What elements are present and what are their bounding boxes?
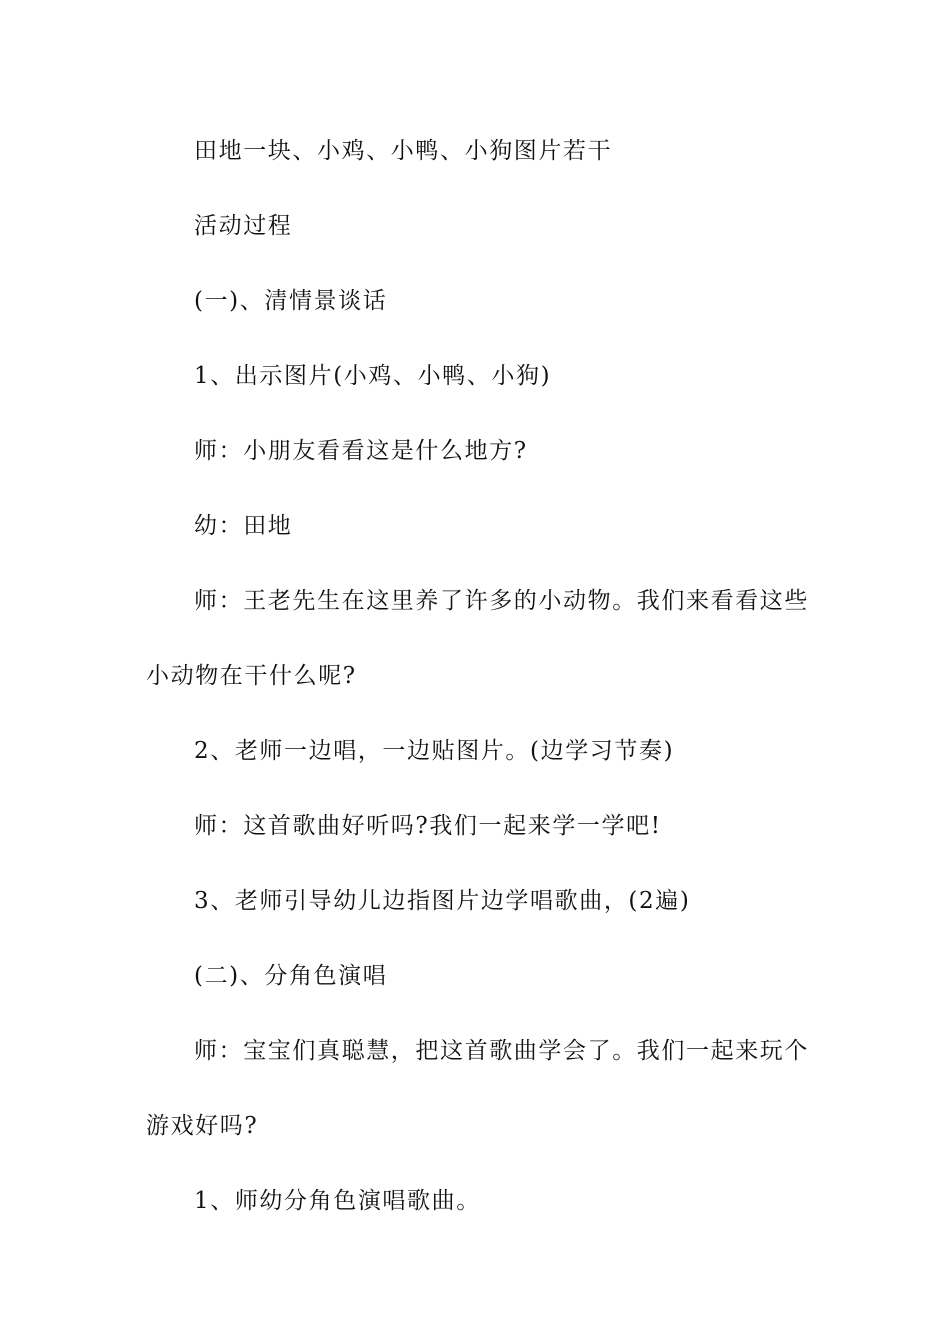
step-3-line: 3、老师引导幼儿边指图片边学唱歌曲，(2遍) [194, 888, 691, 914]
teacher-song-question-line: 师：这首歌曲好听吗?我们一起来学一学吧! [194, 813, 662, 839]
teacher-paragraph-line-2: 小动物在干什么呢? [146, 663, 357, 689]
role-singing-step-line: 1、师幼分角色演唱歌曲。 [194, 1188, 481, 1214]
materials-line: 田地一块、小鸡、小鸭、小狗图片若干 [194, 138, 613, 164]
subsection-heading-two: (二)、分角色演唱 [194, 963, 388, 989]
teacher-game-paragraph-line-2: 游戏好吗? [146, 1113, 259, 1139]
teacher-game-paragraph-line-1: 师：宝宝们真聪慧，把这首歌曲学会了。我们一起来玩个 [194, 1038, 809, 1064]
step-2-line: 2、老师一边唱，一边贴图片。(边学习节奏) [194, 738, 675, 764]
teacher-paragraph-line-1: 师：王老先生在这里养了许多的小动物。我们来看看这些 [194, 588, 809, 614]
section-heading-activity-process: 活动过程 [194, 213, 293, 239]
child-answer-line: 幼：田地 [194, 513, 293, 539]
subsection-heading-one: (一)、清情景谈话 [194, 288, 388, 314]
step-1-line: 1、出示图片(小鸡、小鸭、小狗) [194, 363, 552, 389]
teacher-question-line: 师：小朋友看看这是什么地方? [194, 438, 528, 464]
